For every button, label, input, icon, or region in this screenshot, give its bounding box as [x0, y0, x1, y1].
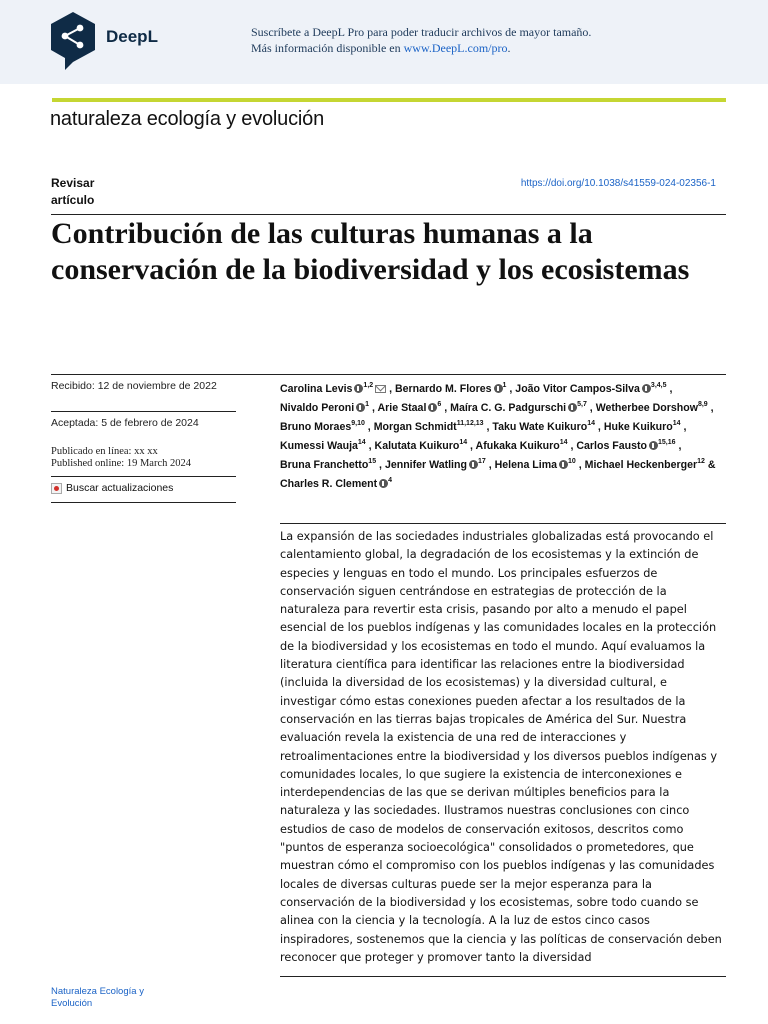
author-name[interactable]: Jennifer Watling $^{17}$: [384, 458, 486, 471]
author-name[interactable]: Bruno Moraes$^{9,10}$: [280, 420, 365, 433]
affiliation-sup: 15,16: [658, 439, 676, 446]
received-date: Recibido: 12 de noviembre de 2022: [51, 380, 217, 392]
promo-line-2: Más información disponible en www.DeepL.com/pro.: [251, 41, 511, 55]
author-name[interactable]: Carlos Fausto $^{15,16}$: [576, 439, 676, 452]
affiliation-sup: 4: [388, 477, 393, 484]
accepted-date: Aceptada: 5 de febrero de 2024: [51, 417, 199, 429]
author-name[interactable]: João Vitor Campos-Silva $^{3,4,5}$: [515, 382, 667, 395]
promo-line-1: Suscríbete a DeepL Pro para poder traducir archivos de mayor tamaño.: [251, 25, 592, 39]
affiliation-sup: 14: [559, 439, 568, 446]
meta-rule-1: [51, 411, 236, 412]
orcid-icon[interactable]: [649, 441, 658, 450]
author-name[interactable]: Bernardo M. Flores $^1$: [395, 382, 507, 395]
meta-rule-3: [51, 502, 236, 503]
journal-name: naturaleza ecología y evolución: [50, 108, 324, 130]
footer-journal-name: Naturaleza Ecología y Evolución: [51, 986, 144, 1009]
affiliation-sup: 14: [587, 420, 595, 427]
affiliation-sup: 1: [502, 382, 507, 389]
orcid-icon[interactable]: [379, 479, 388, 488]
author-list: Carolina Levis $^{1,2}$ , Bernardo M. Flores $^1$ , João Vitor Campos-Silva $^{3,4,5}$ , Nivaldo Peroni $^1$ , Arie Staal $^6$ , Maíra C. G. Padgurschi $^{5,7}$ , Wetherbee Dorshow$^{8,9}$ , Bruno Moraes$^{9,10}$ , Morgan Schmidt$^{11,12,13}$ , Taku Wate Kuikuro$^{14}$ , Huke Kuikuro$^{14}$ , Kumessi Wauja$^{14}$ , Kalutata Kuikuro$^{14}$ , Afukaka Kuikuro$^{14}$ , Carlos Fausto $^{15,16}$ , Bruna Franchetto$^{15}$ , Jennifer Watling $^{17}$ , Helena Lima $^{10}$ , Michael Heckenberger$^{12}$ & Charles R. Clement $^4$: [280, 382, 716, 490]
author-name[interactable]: Kalutata Kuikuro$^{14}$: [374, 439, 468, 452]
author-name[interactable]: Michael Heckenberger$^{12}$: [584, 458, 705, 471]
check-updates-label: Buscar actualizaciones: [66, 482, 174, 494]
email-icon[interactable]: [375, 385, 386, 393]
journal-header-rule: [52, 98, 726, 102]
deepl-logo-text: DeepL: [106, 27, 158, 46]
orcid-icon[interactable]: [428, 403, 437, 412]
author-name[interactable]: Afukaka Kuikuro$^{14}$: [475, 439, 568, 452]
orcid-icon[interactable]: [494, 384, 503, 393]
affiliation-sup: 12: [697, 458, 705, 465]
author-name[interactable]: Kumessi Wauja$^{14}$: [280, 439, 366, 452]
affiliation-sup: 10: [568, 458, 576, 465]
published-date-en: Published online: 19 March 2024: [51, 458, 191, 469]
article-type: Revisar artículo: [51, 176, 95, 207]
author-name[interactable]: Nivaldo Peroni $^1$: [280, 401, 370, 414]
abstract-text: La expansión de las sociedades industriales globalizadas está provocando el calentamiento global, la degradación de los ecosistemas y la extinción de especies y lenguas en todo el mundo. Los principales esfuerzos de conservación siguen centrándose en estrategias de protección de la naturaleza para revertir esta crisis, pasando por alto a menudo el papel esencial de los pueblos indígenas y las comunidades locales en la protección de la biodiversidad y los ecosistemas en todo el mundo. Aquí evaluamos la literatura científica para identificar las relaciones entre la biodiversidad (incluida la diversidad de los ecosistemas) y la diversidad cultural, e investigar cómo estas conexiones pueden afectar a los resultados de la conservación en las tierras bajas tropicales de América del Sur. Nuestra evaluación revela la existencia de una red de interacciones y retroalimentaciones entre la biodiversidad y los diversos pueblos indígenas y comunidades locales, lo que sugiere la existencia de interconexiones e interdependencias de las que se derivan múltiples beneficios para la naturaleza y las sociedades. Ilustramos nuestras conclusiones con cinco estudios de caso de modelos de conservación exitosos, descritos como "puntos de esperanza socioecológica" consolidados o prometedores, que muestran cómo el compromiso con los pueblos indígenas y las comunidades locales de diversas culturas puede ser la mejor esperanza para la conservación de la biodiversidad y los ecosistemas, sobre todo cuando se alinea con la ciencia y la tecnología. A la luz de estos cinco casos inspiradores, sostenemos que la ciencia y las políticas de conservación deben reconocer que proteger y promover tanto la diversidad: [280, 530, 722, 964]
deepl-promo: [251, 24, 591, 56]
deepl-logo-icon[interactable]: [47, 10, 99, 72]
published-date-es: Publicado en línea: xx xx: [51, 446, 158, 457]
orcid-icon[interactable]: [469, 460, 478, 469]
author-name[interactable]: Huke Kuikuro$^{14}$: [603, 420, 681, 433]
affiliation-sup: 15: [368, 458, 377, 465]
affiliation-sup: 5,7: [577, 401, 587, 408]
deepl-banner: [0, 0, 768, 84]
affiliation-sup: 17: [477, 458, 486, 465]
affiliation-sup: 14: [357, 439, 366, 446]
affiliation-sup: 8,9: [697, 401, 708, 408]
affiliation-sup: 9,10: [351, 420, 365, 427]
affiliation-sup: 14: [672, 420, 681, 427]
orcid-icon[interactable]: [354, 384, 363, 393]
author-name[interactable]: Helena Lima $^{10}$: [494, 458, 576, 471]
deepl-pro-link[interactable]: www.DeepL.com/pro: [403, 41, 508, 55]
affiliation-sup: 1,2: [363, 382, 374, 389]
meta-rule-2: [51, 476, 236, 477]
affiliation-sup: 6: [437, 401, 442, 408]
check-updates-icon: [51, 483, 62, 494]
affiliation-sup: 1: [365, 401, 370, 408]
orcid-icon[interactable]: [568, 403, 577, 412]
abstract-bottom-rule: [280, 976, 726, 977]
author-name[interactable]: Arie Staal $^6$: [377, 401, 442, 414]
author-name[interactable]: Charles R. Clement $^4$: [280, 477, 393, 490]
author-name[interactable]: Maíra C. G. Padgurschi $^{5,7}$: [450, 401, 587, 414]
author-name[interactable]: Carolina Levis $^{1,2}$: [280, 383, 386, 395]
orcid-icon[interactable]: [559, 460, 568, 469]
check-updates-button[interactable]: [51, 482, 173, 494]
affiliation-sup: 11,12,13: [456, 420, 484, 427]
author-name[interactable]: Morgan Schmidt$^{11,12,13}$: [373, 420, 484, 433]
orcid-icon[interactable]: [356, 403, 365, 412]
author-name[interactable]: Taku Wate Kuikuro$^{14}$: [492, 420, 595, 433]
affiliation-sup: 3,4,5: [650, 382, 667, 389]
orcid-icon[interactable]: [642, 384, 651, 393]
meta-top-rule: [51, 374, 726, 375]
article-title: Contribución de las culturas humanas a la conservación de la biodiversidad y los ecosistemas: [51, 217, 690, 286]
author-name[interactable]: Bruna Franchetto$^{15}$: [280, 458, 377, 471]
author-name[interactable]: Wetherbee Dorshow$^{8,9}$: [595, 401, 708, 414]
doi-link[interactable]: https://doi.org/10.1038/s41559-024-02356-1: [520, 178, 716, 189]
affiliation-sup: 14: [459, 439, 468, 446]
abstract-top-rule: [280, 523, 726, 524]
title-top-rule: [51, 214, 726, 215]
